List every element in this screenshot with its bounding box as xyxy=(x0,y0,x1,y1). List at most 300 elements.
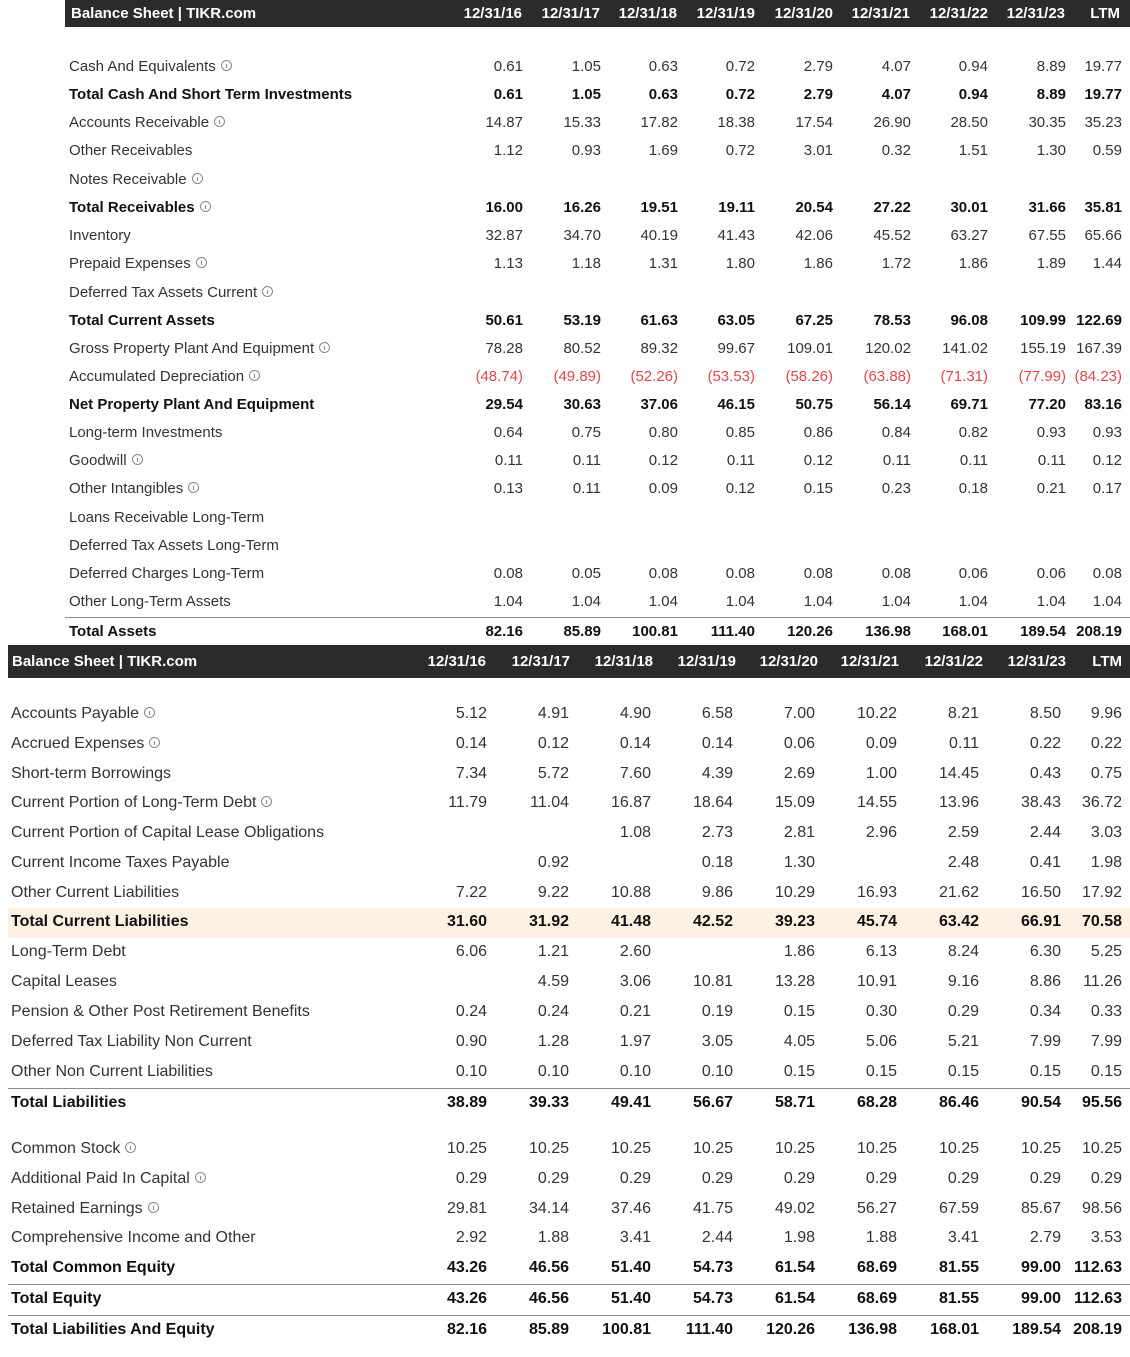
row-label-text: Gross Property Plant And Equipment xyxy=(69,340,315,357)
value-cell: 120.26 xyxy=(766,1321,815,1338)
value-cell: 0.63 xyxy=(648,58,678,75)
period-header: LTM xyxy=(1092,653,1122,670)
value-cell: (53.53) xyxy=(707,368,755,385)
row-label-text: Inventory xyxy=(69,227,131,244)
value-cell: 89.32 xyxy=(640,340,678,357)
value-cell: (71.31) xyxy=(940,368,988,385)
value-cell: 0.72 xyxy=(725,142,755,159)
value-cell: 54.73 xyxy=(692,1290,733,1307)
value-cell: 2.96 xyxy=(865,824,897,841)
row-label xyxy=(11,1259,175,1277)
info-icon[interactable] xyxy=(192,173,203,184)
table-row[interactable] xyxy=(65,222,1130,250)
table-row[interactable] xyxy=(65,279,1130,307)
value-cell: 42.06 xyxy=(795,227,833,244)
info-icon[interactable] xyxy=(148,1202,159,1213)
value-cell: 81.55 xyxy=(938,1259,979,1276)
value-cell: 35.81 xyxy=(1084,199,1122,216)
value-cell: 34.14 xyxy=(528,1200,569,1217)
value-cell: 1.89 xyxy=(1036,255,1066,272)
value-cell: 7.34 xyxy=(455,765,487,782)
value-cell: 0.29 xyxy=(537,1170,569,1187)
table-row[interactable] xyxy=(65,81,1130,109)
value-cell: 10.88 xyxy=(610,884,651,901)
value-cell: 41.43 xyxy=(717,227,755,244)
row-label xyxy=(69,340,330,357)
value-cell: 9.96 xyxy=(1090,705,1122,722)
row-label-text: Deferred Charges Long-Term xyxy=(69,565,265,582)
value-cell: 1.13 xyxy=(493,255,523,272)
value-cell: 16.50 xyxy=(1020,884,1061,901)
value-cell: 53.19 xyxy=(563,312,601,329)
value-cell: 67.55 xyxy=(1028,227,1066,244)
value-cell: 1.98 xyxy=(1090,854,1122,871)
value-cell: 0.86 xyxy=(803,424,833,441)
value-cell: 31.60 xyxy=(446,913,487,930)
period-header: 12/31/22 xyxy=(929,5,988,22)
period-header: 12/31/18 xyxy=(618,5,677,22)
value-cell: 69.71 xyxy=(950,396,988,413)
value-cell: 112.63 xyxy=(1073,1259,1122,1276)
row-label-text: Additional Paid In Capital xyxy=(11,1170,190,1187)
table-header xyxy=(8,645,1130,678)
row-label xyxy=(11,943,126,961)
value-cell: 6.06 xyxy=(455,943,487,960)
value-cell: (58.26) xyxy=(785,368,833,385)
table-row[interactable] xyxy=(65,194,1130,222)
value-cell: 0.75 xyxy=(571,424,601,441)
row-label-text: Other Intangibles xyxy=(69,480,184,497)
value-cell: 2.79 xyxy=(803,58,833,75)
period-header: 12/31/21 xyxy=(851,5,910,22)
value-cell: 51.40 xyxy=(610,1290,651,1307)
table-row[interactable] xyxy=(8,1058,1130,1088)
row-label xyxy=(69,368,260,385)
row-label xyxy=(69,171,203,188)
table-row[interactable] xyxy=(8,1284,1130,1315)
table-row[interactable] xyxy=(65,419,1130,447)
row-label-text: Cash And Equivalents xyxy=(69,58,216,75)
table-row[interactable] xyxy=(65,447,1130,475)
value-cell: 0.59 xyxy=(1092,142,1122,159)
value-cell: 1.04 xyxy=(725,593,755,610)
value-cell: 43.26 xyxy=(446,1259,487,1276)
table-row[interactable] xyxy=(65,137,1130,165)
info-icon[interactable] xyxy=(196,257,207,268)
row-label-text: Other Long-Term Assets xyxy=(69,593,231,610)
value-cell: 17.82 xyxy=(640,114,678,131)
value-cell: 19.51 xyxy=(640,199,678,216)
table-header xyxy=(65,0,1130,27)
table-row[interactable] xyxy=(65,109,1130,137)
row-label xyxy=(11,884,179,902)
row-label xyxy=(11,794,272,812)
table-row[interactable] xyxy=(65,335,1130,363)
row-label-text: Accounts Payable xyxy=(11,705,140,722)
value-cell: 111.40 xyxy=(710,623,755,640)
value-cell: 31.92 xyxy=(528,913,569,930)
value-cell: 1.21 xyxy=(537,943,569,960)
period-header: 12/31/16 xyxy=(463,5,522,22)
value-cell: 2.79 xyxy=(803,86,833,103)
value-cell: 189.54 xyxy=(1012,1321,1061,1338)
value-cell: 3.06 xyxy=(619,973,651,990)
value-cell: 77.20 xyxy=(1028,396,1066,413)
value-cell: 1.04 xyxy=(648,593,678,610)
table-row[interactable] xyxy=(65,588,1130,616)
value-cell: 5.06 xyxy=(865,1033,897,1050)
value-cell: 90.54 xyxy=(1020,1094,1061,1111)
value-cell: 0.10 xyxy=(537,1063,569,1080)
value-cell: 0.11 xyxy=(572,480,601,497)
period-header: 12/31/19 xyxy=(696,5,755,22)
value-cell: 0.11 xyxy=(726,452,755,469)
value-cell: 6.13 xyxy=(865,943,897,960)
value-cell: 0.12 xyxy=(648,452,678,469)
value-cell: 168.01 xyxy=(930,1321,979,1338)
value-cell: 0.15 xyxy=(783,1003,815,1020)
value-cell: 0.14 xyxy=(701,735,733,752)
value-cell: 0.29 xyxy=(947,1170,979,1187)
value-cell: 0.32 xyxy=(881,142,911,159)
row-label-text: Comprehensive Income and Other xyxy=(11,1229,256,1246)
value-cell: 1.44 xyxy=(1092,255,1122,272)
table-row[interactable] xyxy=(65,363,1130,391)
value-cell: 18.38 xyxy=(717,114,755,131)
value-cell: 0.05 xyxy=(571,565,601,582)
info-icon[interactable] xyxy=(195,1172,206,1183)
table-row[interactable] xyxy=(8,700,1130,730)
row-label-text: Deferred Tax Assets Current xyxy=(69,284,258,301)
table-row[interactable] xyxy=(8,760,1130,790)
row-label-text: Deferred Tax Assets Long-Term xyxy=(69,537,279,554)
row-label xyxy=(11,735,160,753)
table-row[interactable] xyxy=(8,789,1130,819)
value-cell: 2.48 xyxy=(947,854,979,871)
table-row[interactable] xyxy=(8,1135,1130,1165)
value-cell: 0.84 xyxy=(881,424,911,441)
table-row[interactable] xyxy=(8,1088,1130,1119)
row-label xyxy=(69,199,211,216)
table-row[interactable] xyxy=(65,250,1130,278)
table-row[interactable] xyxy=(8,1315,1130,1346)
value-cell: 58.71 xyxy=(774,1094,815,1111)
value-cell: 65.66 xyxy=(1084,227,1122,244)
value-cell: 19.11 xyxy=(718,199,755,216)
row-label xyxy=(69,58,232,75)
value-cell: (63.88) xyxy=(863,368,911,385)
row-label-text: Total Liabilities xyxy=(11,1094,127,1111)
value-cell: 0.29 xyxy=(455,1170,487,1187)
value-cell: 0.29 xyxy=(865,1170,897,1187)
value-cell: 21.62 xyxy=(938,884,979,901)
value-cell: 3.41 xyxy=(619,1229,651,1246)
value-cell: 85.67 xyxy=(1020,1200,1061,1217)
value-cell: 0.22 xyxy=(1090,735,1122,752)
row-label xyxy=(11,1003,310,1021)
value-cell: 38.89 xyxy=(446,1094,487,1111)
value-cell: 3.41 xyxy=(947,1229,979,1246)
value-cell: 0.15 xyxy=(865,1063,897,1080)
value-cell: 30.63 xyxy=(563,396,601,413)
value-cell: 3.05 xyxy=(701,1033,733,1050)
table-row[interactable] xyxy=(8,730,1130,760)
value-cell: 46.56 xyxy=(528,1290,569,1307)
row-label-text: Total Current Liabilities xyxy=(11,913,189,930)
value-cell: (52.26) xyxy=(630,368,678,385)
value-cell: (84.23) xyxy=(1074,368,1122,385)
table-row[interactable] xyxy=(8,879,1130,909)
table-row[interactable] xyxy=(8,1195,1130,1225)
value-cell: 8.86 xyxy=(1029,973,1061,990)
value-cell: 0.93 xyxy=(571,142,601,159)
value-cell: 168.01 xyxy=(942,623,988,640)
value-cell: 16.93 xyxy=(856,884,897,901)
value-cell: 2.73 xyxy=(701,824,733,841)
value-cell: 1.30 xyxy=(783,854,815,871)
info-icon[interactable] xyxy=(214,116,225,127)
value-cell: 1.04 xyxy=(803,593,833,610)
info-icon[interactable] xyxy=(149,737,160,748)
value-cell: 10.91 xyxy=(856,973,897,990)
value-cell: 0.15 xyxy=(1029,1063,1061,1080)
row-label-text: Other Non Current Liabilities xyxy=(11,1063,213,1080)
row-label xyxy=(69,396,314,413)
value-cell: 49.41 xyxy=(610,1094,651,1111)
info-icon[interactable] xyxy=(319,342,330,353)
value-cell: 14.87 xyxy=(485,114,523,131)
period-header: 12/31/23 xyxy=(1007,653,1066,670)
value-cell: 10.25 xyxy=(610,1140,651,1157)
row-label xyxy=(69,312,215,329)
row-label-text: Deferred Tax Liability Non Current xyxy=(11,1033,252,1050)
table-row[interactable] xyxy=(65,307,1130,335)
value-cell: 1.51 xyxy=(958,142,988,159)
value-cell: 99.00 xyxy=(1020,1290,1061,1307)
value-cell: 208.19 xyxy=(1076,623,1122,640)
row-label xyxy=(69,284,273,301)
value-cell: 7.00 xyxy=(783,705,815,722)
value-cell: 0.06 xyxy=(1036,565,1066,582)
table-row[interactable] xyxy=(8,1028,1130,1058)
table-row[interactable] xyxy=(8,998,1130,1028)
value-cell: 30.01 xyxy=(950,199,988,216)
value-cell: 9.22 xyxy=(537,884,569,901)
table-row[interactable] xyxy=(65,617,1130,646)
value-cell: 68.69 xyxy=(856,1259,897,1276)
row-label-text: Notes Receivable xyxy=(69,171,187,188)
table-row[interactable] xyxy=(65,504,1130,532)
value-cell: 0.08 xyxy=(881,565,911,582)
value-cell: 0.08 xyxy=(648,565,678,582)
value-cell: 0.22 xyxy=(1029,735,1061,752)
value-cell: 0.15 xyxy=(947,1063,979,1080)
row-label-text: Prepaid Expenses xyxy=(69,255,191,272)
value-cell: 1.86 xyxy=(958,255,988,272)
row-label xyxy=(11,1140,136,1158)
value-cell: 109.01 xyxy=(787,340,833,357)
value-cell: 0.29 xyxy=(1090,1170,1122,1187)
value-cell: 8.24 xyxy=(947,943,979,960)
row-label xyxy=(11,1033,252,1051)
info-icon[interactable] xyxy=(132,454,143,465)
row-label-text: Total Assets xyxy=(69,623,157,640)
value-cell: 10.25 xyxy=(774,1140,815,1157)
value-cell: 14.55 xyxy=(856,794,897,811)
value-cell: 46.15 xyxy=(717,396,755,413)
value-cell: 4.90 xyxy=(619,705,651,722)
table-row[interactable] xyxy=(65,53,1130,81)
value-cell: 81.55 xyxy=(938,1290,979,1307)
period-header: 12/31/16 xyxy=(427,653,486,670)
value-cell: 0.34 xyxy=(1029,1003,1061,1020)
value-cell: 1.00 xyxy=(865,765,897,782)
value-cell: 2.81 xyxy=(783,824,815,841)
value-cell: 1.04 xyxy=(1092,593,1122,610)
value-cell: 8.21 xyxy=(947,705,979,722)
value-cell: 16.87 xyxy=(610,794,651,811)
table-row[interactable] xyxy=(65,560,1130,588)
value-cell: 167.39 xyxy=(1076,340,1122,357)
value-cell: 0.08 xyxy=(1092,565,1122,582)
value-cell: 2.44 xyxy=(1029,824,1061,841)
table-row[interactable] xyxy=(8,1165,1130,1195)
info-icon[interactable] xyxy=(249,370,260,381)
row-label-text: Current Income Taxes Payable xyxy=(11,854,230,871)
table-row[interactable] xyxy=(8,1224,1130,1254)
info-icon[interactable] xyxy=(262,286,273,297)
info-icon[interactable] xyxy=(200,201,211,212)
value-cell: 1.04 xyxy=(1036,593,1066,610)
value-cell: 1.86 xyxy=(803,255,833,272)
value-cell: 0.24 xyxy=(455,1003,487,1020)
table-row[interactable] xyxy=(8,819,1130,849)
value-cell: 10.29 xyxy=(774,884,815,901)
value-cell: 0.92 xyxy=(537,854,569,871)
info-icon[interactable] xyxy=(261,796,272,807)
row-label xyxy=(11,765,171,783)
value-cell: 11.04 xyxy=(530,794,569,811)
row-label-text: Current Portion of Long-Term Debt xyxy=(11,794,257,811)
row-label xyxy=(69,452,143,469)
value-cell: 4.91 xyxy=(537,705,569,722)
table-row[interactable] xyxy=(8,849,1130,879)
row-label xyxy=(11,1170,206,1188)
table-row[interactable] xyxy=(65,166,1130,194)
row-label xyxy=(11,1063,213,1081)
row-label-text: Loans Receivable Long-Term xyxy=(69,509,265,526)
value-cell: 63.42 xyxy=(938,913,979,930)
row-label-text: Total Common Equity xyxy=(11,1259,176,1276)
row-label xyxy=(69,565,264,582)
value-cell: 45.74 xyxy=(856,913,897,930)
row-label xyxy=(11,913,189,931)
row-label xyxy=(11,1290,101,1308)
value-cell: 20.54 xyxy=(795,199,833,216)
value-cell: 10.25 xyxy=(1081,1140,1122,1157)
row-label-text: Total Receivables xyxy=(69,199,195,216)
table-row[interactable] xyxy=(65,391,1130,419)
table-row[interactable] xyxy=(8,968,1130,998)
info-icon[interactable] xyxy=(221,60,232,71)
value-cell: 0.94 xyxy=(958,86,988,103)
value-cell: 85.89 xyxy=(563,623,601,640)
period-header: 12/31/17 xyxy=(541,5,600,22)
row-label-text: Total Equity xyxy=(11,1290,102,1307)
value-cell: 99.67 xyxy=(717,340,755,357)
value-cell: 0.14 xyxy=(455,735,487,752)
period-header: 12/31/22 xyxy=(924,653,983,670)
value-cell: 15.09 xyxy=(774,794,815,811)
value-cell: 0.10 xyxy=(455,1063,487,1080)
value-cell: 83.16 xyxy=(1084,396,1122,413)
value-cell: 19.77 xyxy=(1084,58,1122,75)
value-cell: (77.99) xyxy=(1018,368,1066,385)
value-cell: 6.58 xyxy=(701,705,733,722)
value-cell: 2.60 xyxy=(619,943,651,960)
value-cell: 7.99 xyxy=(1029,1033,1061,1050)
value-cell: 41.48 xyxy=(610,913,651,930)
value-cell: 0.15 xyxy=(1090,1063,1122,1080)
row-label-text: Accounts Receivable xyxy=(69,114,210,131)
row-label-text: Current Portion of Capital Lease Obligations xyxy=(11,824,325,841)
row-label-text: Total Liabilities And Equity xyxy=(11,1321,215,1338)
value-cell: 39.33 xyxy=(528,1094,569,1111)
value-cell: 37.06 xyxy=(640,396,678,413)
value-cell: 122.69 xyxy=(1076,312,1122,329)
row-label xyxy=(11,1200,159,1218)
value-cell: (49.89) xyxy=(553,368,601,385)
period-header: LTM xyxy=(1090,5,1120,22)
value-cell: 136.98 xyxy=(865,623,911,640)
table-row[interactable] xyxy=(65,532,1130,560)
value-cell: 155.19 xyxy=(1020,340,1066,357)
value-cell: 28.50 xyxy=(950,114,988,131)
info-icon[interactable] xyxy=(125,1142,136,1153)
value-cell: 63.27 xyxy=(950,227,988,244)
value-cell: 0.14 xyxy=(619,735,651,752)
value-cell: 100.81 xyxy=(632,623,678,640)
table-row[interactable] xyxy=(8,908,1130,938)
value-cell: 1.04 xyxy=(881,593,911,610)
value-cell: 0.29 xyxy=(619,1170,651,1187)
value-cell: 0.12 xyxy=(725,480,755,497)
value-cell: 7.22 xyxy=(455,884,487,901)
table-row[interactable] xyxy=(8,938,1130,968)
row-label-text: Long-term Investments xyxy=(69,424,223,441)
value-cell: 13.28 xyxy=(774,973,815,990)
value-cell: 0.43 xyxy=(1029,765,1061,782)
value-cell: 1.80 xyxy=(725,255,755,272)
table-row[interactable] xyxy=(65,475,1130,503)
info-icon[interactable] xyxy=(144,707,155,718)
value-cell: 111.40 xyxy=(685,1321,733,1338)
value-cell: 61.63 xyxy=(640,312,678,329)
row-label-text: Goodwill xyxy=(69,452,127,469)
value-cell: 8.89 xyxy=(1036,86,1066,103)
info-icon[interactable] xyxy=(188,482,199,493)
value-cell: 0.30 xyxy=(865,1003,897,1020)
table-row[interactable] xyxy=(8,1254,1130,1284)
period-header: 12/31/17 xyxy=(511,653,570,670)
value-cell: 0.11 xyxy=(882,452,911,469)
value-cell: 1.04 xyxy=(493,593,523,610)
value-cell: 78.28 xyxy=(485,340,523,357)
row-label xyxy=(11,1094,126,1112)
value-cell: 67.25 xyxy=(795,312,833,329)
value-cell: 3.03 xyxy=(1090,824,1122,841)
value-cell: 29.54 xyxy=(485,396,523,413)
